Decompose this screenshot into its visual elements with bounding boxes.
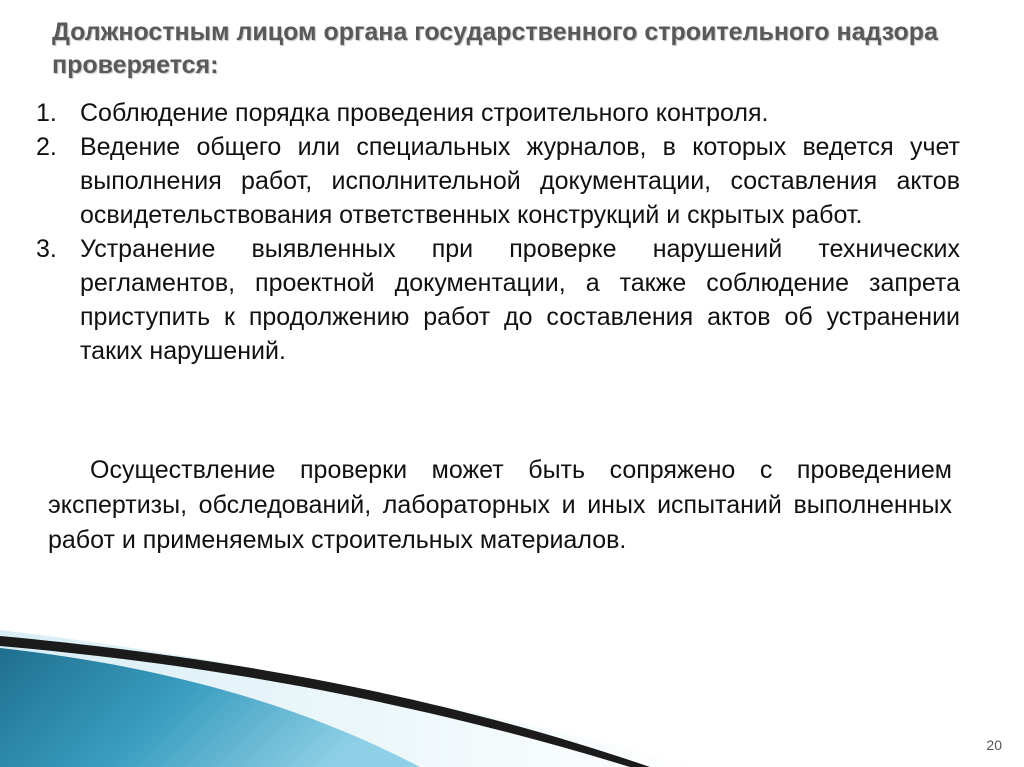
- list-item-number: 2.: [36, 133, 57, 161]
- list-item: [36, 130, 960, 232]
- list-item-number: 3.: [36, 235, 57, 263]
- body-paragraph: Осуществление проверки может быть сопряжено с проведением экспертизы, обследований, лабораторных и иных испытаний выполненных работ и применяемых строительных материалов.: [48, 456, 952, 554]
- inspection-list: [36, 96, 960, 368]
- list-item: [36, 96, 960, 130]
- list-item-text: Соблюдение порядка проведения строительного контроля.: [80, 99, 769, 127]
- list-item-text: Ведение общего или специальных журналов, в которых ведется учет выполнения работ, исполнительной документации, составления актов освидетельствования ответственных конструкций и скрытых работ.: [80, 133, 960, 229]
- list-item-text: Устранение выявленных при проверке нарушений технических регламентов, проектной документации, а также соблюдение запрета приступить к продолжению работ до составления актов об устранении таких нарушений.: [80, 235, 960, 365]
- list-item: [36, 232, 960, 368]
- slide-title: Должностным лицом органа государственного строительного надзора проверяется:: [52, 18, 938, 79]
- page-number: 20: [986, 737, 1002, 753]
- list-item-number: 1.: [36, 99, 57, 127]
